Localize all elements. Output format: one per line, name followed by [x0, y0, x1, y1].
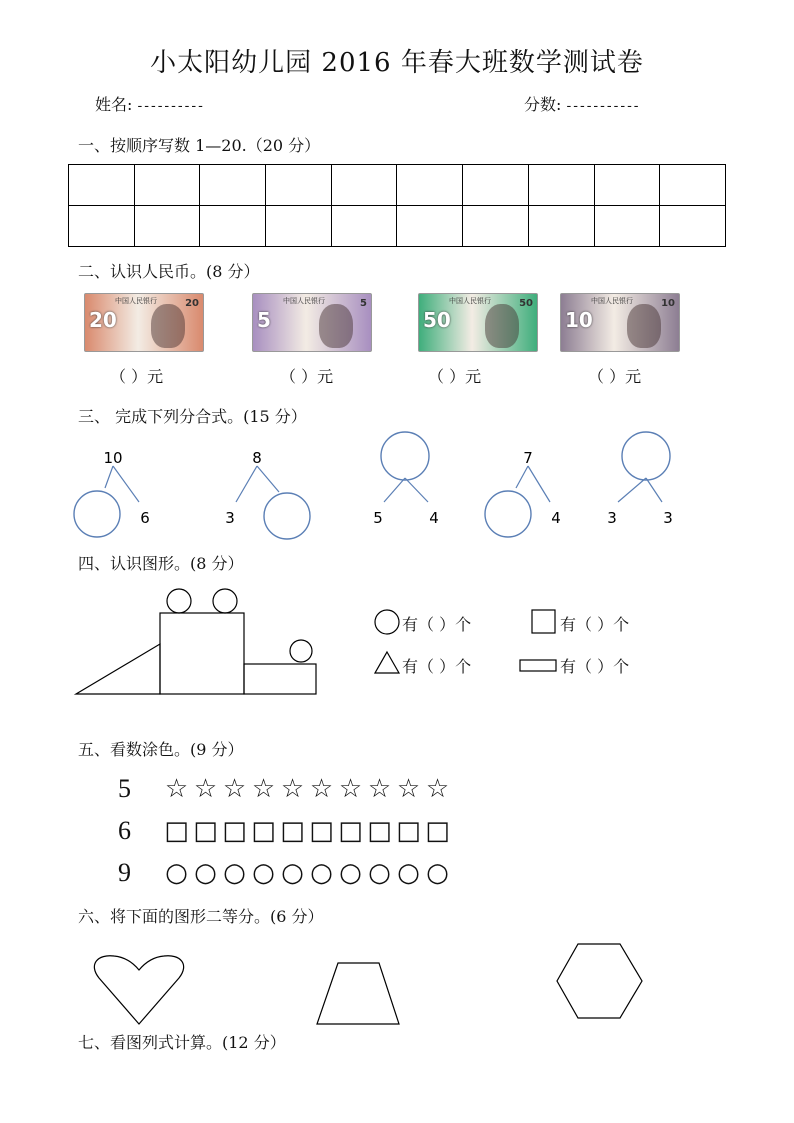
banknote-50 — [418, 293, 538, 352]
colorable-symbol[interactable]: ☆ — [222, 774, 247, 804]
colorable-symbol[interactable]: □ — [164, 816, 189, 846]
square-count[interactable]: 有（ ）个 — [560, 615, 630, 634]
color-row-symbols — [164, 775, 450, 803]
colorable-symbol[interactable]: □ — [222, 816, 247, 846]
split-line — [405, 478, 428, 502]
portrait-icon — [319, 304, 353, 348]
split-line — [528, 466, 550, 502]
money-answer-blank[interactable]: （ ）元 — [428, 367, 482, 386]
colorable-symbol[interactable]: □ — [425, 816, 450, 846]
name-label: 姓名: — [95, 95, 133, 114]
grid-cell[interactable] — [331, 165, 397, 206]
colorable-symbol[interactable]: □ — [338, 816, 363, 846]
grid-cell[interactable] — [463, 165, 529, 206]
colorable-symbol[interactable]: □ — [309, 816, 334, 846]
colorable-symbol[interactable]: □ — [280, 816, 305, 846]
rect-count[interactable]: 有（ ）个 — [560, 657, 630, 676]
portrait-icon — [151, 304, 185, 348]
split-top-number: 10 — [103, 449, 123, 467]
banknote-value: 20 — [89, 308, 117, 332]
grid-cell[interactable] — [266, 206, 332, 247]
split-top-number: 8 — [252, 449, 262, 467]
answer-circle[interactable] — [264, 493, 310, 539]
colorable-symbol[interactable]: ☆ — [193, 774, 218, 804]
circle-count[interactable]: 有（ ）个 — [402, 615, 472, 634]
split-line — [646, 478, 662, 502]
split-line — [236, 466, 257, 502]
banknote-bank: 中国人民银行 — [591, 297, 633, 305]
split-line — [384, 478, 405, 502]
triangle-legend-icon — [374, 650, 402, 676]
shape-circle — [167, 589, 191, 613]
color-row-number: 6 — [118, 816, 131, 845]
money-answer-blank[interactable]: （ ）元 — [280, 367, 334, 386]
grid-cell[interactable] — [397, 206, 463, 247]
split-left-number: 3 — [225, 509, 235, 527]
colorable-symbol[interactable]: □ — [251, 816, 276, 846]
shape-square — [160, 613, 244, 694]
banknote-bank: 中国人民银行 — [449, 297, 491, 305]
score-blank[interactable]: ----------- — [566, 98, 641, 114]
colorable-symbol[interactable]: ☆ — [338, 774, 363, 804]
color-row-number: 5 — [118, 774, 131, 803]
colorable-symbol[interactable]: ○ — [397, 858, 420, 888]
grid-cell[interactable] — [134, 165, 200, 206]
portrait-icon — [627, 304, 661, 348]
answer-circle[interactable] — [74, 491, 120, 537]
colorable-symbol[interactable]: ☆ — [309, 774, 334, 804]
colorable-symbol[interactable]: □ — [396, 816, 421, 846]
grid-cell[interactable] — [397, 165, 463, 206]
section-2-title: 二、认识人民币。(8 分） — [78, 262, 260, 281]
split-left-number: 5 — [373, 509, 383, 527]
section-7-title: 七、看图列式计算。(12 分） — [78, 1033, 286, 1052]
banknote-value: 10 — [565, 308, 593, 332]
split-right-number: 3 — [663, 509, 673, 527]
colorable-symbol[interactable]: ○ — [223, 858, 246, 888]
banknote-corner-value: 5 — [360, 298, 367, 309]
shape-triangle — [76, 644, 160, 694]
grid-cell[interactable] — [200, 206, 266, 247]
colorable-symbol[interactable]: ○ — [310, 858, 333, 888]
number-grid — [68, 164, 726, 247]
split-top-number: 7 — [523, 449, 533, 467]
score-row — [524, 92, 641, 115]
grid-cell[interactable] — [528, 206, 594, 247]
shape-composition — [70, 580, 330, 705]
banknote-10 — [560, 293, 680, 352]
answer-circle[interactable] — [485, 491, 531, 537]
halving-shapes — [90, 940, 650, 1030]
trapezoid-shape — [317, 963, 399, 1024]
shape-rect — [244, 664, 316, 694]
grid-cell[interactable] — [594, 165, 660, 206]
grid-cell[interactable] — [660, 165, 726, 206]
colorable-symbol[interactable]: ☆ — [425, 774, 450, 804]
split-left-number: 3 — [607, 509, 617, 527]
grid-cell[interactable] — [69, 165, 135, 206]
colorable-symbol[interactable]: ○ — [281, 858, 304, 888]
split-line — [105, 466, 113, 488]
banknote-bank: 中国人民银行 — [115, 297, 157, 305]
colorable-symbol[interactable]: □ — [367, 816, 392, 846]
square-legend-icon — [530, 608, 558, 636]
colorable-symbol[interactable]: ☆ — [251, 774, 276, 804]
answer-circle[interactable] — [381, 432, 429, 480]
shape-circle — [290, 640, 312, 662]
split-line — [257, 466, 279, 492]
colorable-symbol[interactable]: ☆ — [164, 774, 189, 804]
banknote-value: 50 — [423, 308, 451, 332]
colorable-symbol[interactable]: ○ — [339, 858, 362, 888]
score-label: 分数: — [524, 95, 562, 114]
colorable-symbol[interactable]: □ — [193, 816, 218, 846]
heart-shape — [94, 956, 183, 1024]
name-row — [95, 92, 205, 115]
split-line — [516, 466, 528, 488]
page-title: 小太阳幼儿园 2016 年春大班数学测试卷 — [150, 48, 644, 78]
split-right-number: 6 — [140, 509, 150, 527]
grid-cell[interactable] — [331, 206, 397, 247]
triangle-count[interactable]: 有（ ）个 — [402, 657, 472, 676]
color-row-number: 9 — [118, 858, 131, 887]
grid-row — [69, 206, 726, 247]
money-answer-blank[interactable]: （ ）元 — [588, 367, 642, 386]
grid-cell[interactable] — [594, 206, 660, 247]
section-4-title: 四、认识图形。(8 分） — [78, 554, 244, 573]
grid-cell[interactable] — [200, 165, 266, 206]
colorable-symbol[interactable]: ○ — [252, 858, 275, 888]
answer-circle[interactable] — [622, 432, 670, 480]
grid-cell[interactable] — [660, 206, 726, 247]
section-3-title: 三、 完成下列分合式。(15 分） — [78, 407, 307, 426]
colorable-symbol[interactable]: ☆ — [367, 774, 392, 804]
hexagon-shape — [557, 944, 642, 1018]
section-5-title: 五、看数涂色。(9 分） — [78, 740, 244, 759]
rect-legend-icon — [518, 658, 560, 674]
grid-cell[interactable] — [463, 206, 529, 247]
banknote-bank: 中国人民银行 — [283, 297, 325, 305]
banknote-corner-value: 20 — [185, 298, 199, 309]
grid-cell[interactable] — [134, 206, 200, 247]
grid-row — [69, 165, 726, 206]
split-right-number: 4 — [429, 509, 439, 527]
colorable-symbol[interactable]: ☆ — [396, 774, 421, 804]
colorable-symbol[interactable]: ○ — [368, 858, 391, 888]
section-6-title: 六、将下面的图形二等分。(6 分） — [78, 907, 324, 926]
portrait-icon — [485, 304, 519, 348]
colorable-symbol[interactable]: ☆ — [280, 774, 305, 804]
banknote-5 — [252, 293, 372, 352]
banknote-corner-value: 50 — [519, 298, 533, 309]
colorable-symbol[interactable]: ○ — [165, 858, 188, 888]
shape-circle — [213, 589, 237, 613]
banknote-value: 5 — [257, 308, 271, 332]
colorable-symbol[interactable]: ○ — [194, 858, 217, 888]
split-right-number: 4 — [551, 509, 561, 527]
grid-cell[interactable] — [528, 165, 594, 206]
color-row-symbols — [164, 817, 450, 845]
split-line — [113, 466, 139, 502]
split-diagrams — [0, 430, 794, 550]
money-answer-blank[interactable]: （ ）元 — [110, 367, 164, 386]
banknote-20 — [84, 293, 204, 352]
split-line — [618, 478, 646, 502]
section-1-title: 一、按顺序写数 1—20.（20 分） — [78, 136, 321, 155]
name-blank[interactable]: ---------- — [137, 98, 205, 114]
circle-legend-icon — [374, 608, 402, 636]
grid-cell[interactable] — [69, 206, 135, 247]
color-row-symbols — [164, 859, 450, 887]
colorable-symbol[interactable]: ○ — [426, 858, 449, 888]
grid-cell[interactable] — [266, 165, 332, 206]
banknote-corner-value: 10 — [661, 298, 675, 309]
